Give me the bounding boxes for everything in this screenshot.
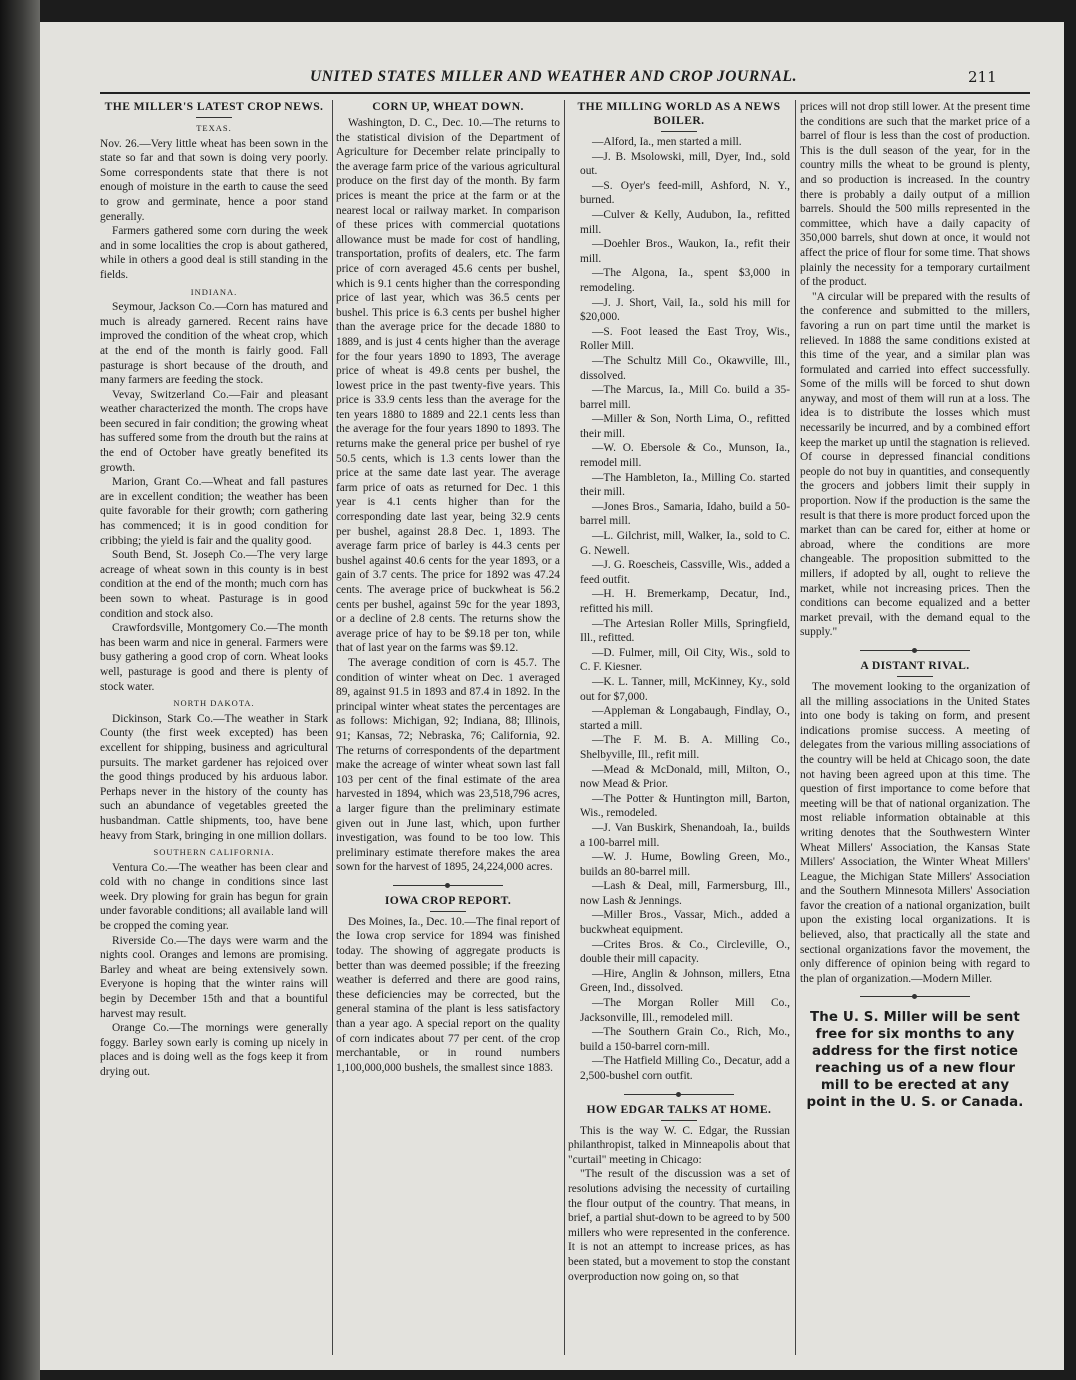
newspaper-page — [40, 22, 1064, 1370]
column-3 — [568, 100, 790, 1355]
list-item: —The Potter & Huntington mill, Barton, Wis., remodeled. — [580, 792, 790, 820]
list-item: —L. Gilchrist, mill, Walker, Ia., sold to C. G. Newell. — [580, 530, 790, 557]
section-separator — [393, 885, 503, 886]
paragraph: The movement looking to the organization of all the milling associations in the United States into one body is taking on form, and present indications promise success. A meeting of delegates from the various milling associations of the country will be held at Chicago soon, the date not having been agreed upon at this time. The question of first importance to come before that meeting will be that of national organization. The most reliable information obtainable at this writing denotes that the Southwestern Winter Wheat Millers' Association, the Kansas State Millers' Association, the Winter Wheat Millers' League, the Michigan State Millers' Association and the Southern Minnesota Millers' Association favor the creation of a national organization, built upon the existing local organizations. It is believed, also, that practically all the state and sectional organizations favor the movement, the only difference of opinion being with regard to the plan of organization.—Modern Miller. — [800, 680, 1030, 985]
paragraph: Ventura Co.—The weather has been clear and cold with no change in conditions since last week. Dry plowing for grain has begun for grain under favorable conditions; all available land will be cropped the coming year. — [100, 861, 328, 933]
paragraph: Des Moines, Ia., Dec. 10.—The final report of the Iowa crop service for 1894 was finished today. The showing of aggregate products is better than was deemed possible; if the freezing weather is deferred and there are good rains, these deficiencies may be corrected, but the general stamina of the plant is less satisfactory than a year ago. A special report on the quality of corn indicates about 77 per cent. of the crop merchantable, or in round numbers 1,100,000,000 bushels, the smallest since 1883. — [336, 915, 560, 1074]
list-item: —The F. M. B. A. Milling Co., Shelbyville, Ill., refit mill. — [580, 734, 790, 761]
paragraph: "The result of the discussion was a set of resolutions advising the necessity of curtailing the flour output of the country. That means, in brief, a partial shut-down to be agreed to by 500 millers who were represented in the conference. It is not an attempt to increase prices, as has been stated, but a movement to stop the constant overproduction now going on, so that — [568, 1168, 790, 1283]
section-separator — [860, 996, 970, 997]
paragraph: Crawfordsville, Montgomery Co.—The month has been warm and nice in general. Farmers were busy gathering a good crop of corn. Wheat looks well, pasturage is good and there is plenty of stock water. — [100, 622, 328, 693]
list-item: —Lash & Deal, mill, Farmersburg, Ill., now Lash & Jennings. — [580, 880, 790, 907]
short-rule — [661, 1120, 697, 1121]
section-separator — [624, 1094, 734, 1095]
paragraph: prices will not drop still lower. At the present time the conditions are such that the market price of a barrel of flour is less than the cost of production. This is the dull season of the year, for in the country mills the wheat to be ground is plenty, and so production is increased. In the country there is probably a daily output of a million barrels. Should the 500 mills represented in the committee, which have a daily capacity of 350,000 barrels, shut down at once, it would not affect the price of flour for some time. That shows plainly the necessity for a temporary curtailment of the product. — [800, 101, 1030, 289]
list-item: —Hire, Anglin & Johnson, millers, Etna Green, Ind., dissolved. — [580, 967, 790, 995]
headline-distant-rival: A DISTANT RIVAL. — [860, 658, 970, 672]
paragraph: Orange Co.—The mornings were generally foggy. Barley sown early is coming up nicely in places and is doing well as the fogs keep it from drying out. — [100, 1022, 328, 1078]
list-item: —W. J. Hume, Bowling Green, Mo., builds an 80-barrel mill. — [580, 851, 790, 878]
headline-edgar-talks: HOW EDGAR TALKS AT HOME. — [586, 1102, 772, 1116]
list-item: —Mead & McDonald, mill, Milton, O., now Mead & Prior. — [580, 763, 790, 791]
list-item: —Miller & Son, North Lima, O., refitted their mill. — [580, 413, 790, 440]
paragraph: South Bend, St. Joseph Co.—The very large acreage of wheat sown in this county is in best condition at the end of the month; much corn has been sown to wheat. Pasturage is in good condition and stock also. — [100, 549, 328, 620]
list-item: —J. B. Msolowski, mill, Dyer, Ind., sold out. — [580, 150, 790, 178]
paragraph: Nov. 26.—Very little wheat has been sown in the state so far and that sown is doing very poorly. Some correspondents state that there is not enough of moisture in the earth to cause the seed to grow and germinate, hence a poor stand generally. — [100, 137, 328, 223]
list-item: —J. G. Roescheis, Cassville, Wis., added a feed outfit. — [580, 559, 790, 586]
paragraph: The average condition of corn is 45.7. The condition of winter wheat on Dec. 1 averaged 89, against 91.5 in 1893 and 87.4 in 1892. In the principal winter wheat states the percentages are as follows: Michigan, 92; Indiana, 88; Illinois, 91; Kansas, 72; Nebraska, 76; California, 92. The returns of correspondents of the department make the acreage of winter wheat sown last fall 103 per cent of the final estimate of the area harvested in 1894, which was 23,518,796 acres, a larger figure than the preliminary estimate given out in June last, which, upon further investigation, was found to be too low. This preliminary estimate therefore makes the area sown for the harvest of 1895, 24,224,000 acres. — [336, 656, 560, 874]
headline-iowa-crop-report: IOWA CROP REPORT. — [384, 893, 512, 907]
paragraph: Vevay, Switzerland Co.—Fair and pleasant weather characterized the month. The crops have been secured in fair condition; the growing wheat has suffered some from the drouth but the rains at the end of October have greatly benefited its growth. — [100, 388, 328, 474]
column-1 — [100, 100, 328, 1355]
column-rule — [564, 100, 565, 1355]
list-item: —Miller Bros., Vassar, Mich., added a buckwheat equipment. — [580, 909, 790, 937]
list-item: —The Hatfield Milling Co., Decatur, add a 2,500-bushel corn outfit. — [580, 1055, 790, 1082]
list-item: —Appleman & Longabaugh, Findlay, O., started a mill. — [580, 705, 790, 732]
list-item: —Culver & Kelly, Audubon, Ia., refitted mill. — [580, 208, 790, 236]
subscription-promo: The U. S. Miller will be sent free for six months to any address for the first notice reaching us of a new flour mill to be erected at any point in the U. S. or Canada. — [806, 1010, 1024, 1111]
list-item: —The Schultz Mill Co., Okawville, Ill., dissolved. — [580, 354, 790, 382]
short-rule — [196, 117, 232, 118]
list-item: —D. Fulmer, mill, Oil City, Wis., sold to C. F. Kiesner. — [580, 646, 790, 674]
section-north-dakota: NORTH DAKOTA. — [173, 698, 255, 709]
headline-crop-news: THE MILLER'S LATEST CROP NEWS. — [104, 100, 324, 113]
list-item: —Crites Bros. & Co., Circleville, O., double their mill capacity. — [580, 938, 790, 966]
section-separator — [860, 650, 970, 651]
list-item: —The Southern Grain Co., Rich, Mo., build a 150-barrel corn-mill. — [580, 1026, 790, 1053]
list-item: —Jones Bros., Samaria, Idaho, build a 50-barrel mill. — [580, 500, 790, 528]
list-item: —Alford, Ia., men started a mill. — [592, 136, 742, 148]
paragraph: Seymour, Jackson Co.—Corn has matured and much is already garnered. Recent rains have improved the condition of the wheat crop, which at the end of the month is fairly good. Fall pasturage is short because of the drouth, and many farmers are feeding the stock. — [100, 301, 328, 387]
list-item: —S. Foot leased the East Troy, Wis., Roller Mill. — [580, 325, 790, 353]
journal-title: UNITED STATES MILLER AND WEATHER AND CROP JOURNAL. — [310, 68, 798, 85]
column-rule — [795, 100, 796, 1355]
page-header — [40, 68, 1064, 92]
section-indiana: INDIANA. — [190, 286, 238, 297]
list-item: —The Morgan Roller Mill Co., Jacksonville, Ill., remodeled mill. — [580, 997, 790, 1024]
list-item: —J. Van Buskirk, Shenandoah, Ia., builds a 100-barrel mill. — [580, 821, 790, 849]
headline-milling-world: THE MILLING WORLD AS A NEWS BOILER. — [577, 100, 781, 127]
column-4 — [800, 100, 1030, 1355]
section-southern-california: SOUTHERN CALIFORNIA. — [153, 847, 275, 858]
headline-corn-up-wheat-down: CORN UP, WHEAT DOWN. — [372, 100, 524, 113]
list-item: —S. Oyer's feed-mill, Ashford, N. Y., burned. — [580, 179, 790, 207]
paragraph: "A circular will be prepared with the results of the conference and submitted to the millers, favoring a run on part time until the market is relieved. In 1888 the same conditions existed at this time of the year, and a similar plan was formulated and carried into effect successfully. Some of the mills will be forced to shut down anyway, and most of them will run at a loss. The idea is to distribute the losses which must necessarily be incurred, and by a combined effort keep the market up until the stagnation is relieved. Of course in depressed financial conditions people do not buy in quantities, and consequently the grocers and jobbers limit their supply in proportion. Now if the production is the same the result is that there is more product forced upon the market than can be cared for, either at home or abroad, where the conditions are more changeable. The proposition submitted to the millers, if adopted by all, ought to relieve the market, while not increasing prices. Then the conditions can become equalized and a better market prevail, with the demand equal to the supply." — [800, 290, 1030, 639]
list-item: —W. O. Ebersole & Co., Munson, Ia., remodel mill. — [580, 442, 790, 470]
list-item: —The Marcus, Ia., Mill Co. build a 35-barrel mill. — [580, 384, 790, 411]
paragraph: This is the way W. C. Edgar, the Russian philanthropist, talked in Minneapolis about that "curtail" meeting in Chicago: — [568, 1124, 790, 1166]
short-rule — [897, 676, 933, 677]
list-item: —J. J. Short, Vail, Ia., sold his mill for $20,000. — [580, 296, 790, 324]
paragraph: Marion, Grant Co.—Wheat and fall pastures are in excellent condition; the weather has been quite favorable for their growth; corn gathering has commenced; it is in good condition for cribbing; the yield is fair and the quality good. — [100, 476, 328, 547]
list-item: —Doehler Bros., Waukon, Ia., refit their mill. — [580, 238, 790, 265]
short-rule — [661, 131, 697, 132]
page-number: 211 — [968, 68, 997, 86]
paragraph: Dickinson, Stark Co.—The weather in Stark County (the first week excepted) has been excellent for shipping, business and agricultural pursuits. The market gardener has rejoiced over the good things produced by his arduous labor. Perhaps never in the history of the county has such an abundance of vegetables greeted the husbandman. Cattle shipments, too, have bene heavy from Stark, bringing in one million dollars. — [100, 712, 328, 842]
list-item: —K. L. Tanner, mill, McKinney, Ky., sold out for $7,000. — [580, 675, 790, 703]
book-gutter — [0, 0, 40, 1380]
paragraph: Riverside Co.—The days were warm and the nights cool. Oranges and lemons are promising. Barley and wheat are being extensively sown. Everyone is hoping that the winter rains will begin by December 15th and that a bountiful harvest may result. — [100, 934, 328, 1020]
paragraph: Washington, D. C., Dec. 10.—The returns to the statistical division of the Department of Agriculture for December relate principally to the average farm price of the various agricultural produce on the first day of the month. By farm prices is meant the price at the farm or at the nearest local or railway market. In comparison of these prices with commercial quotations allowance must be made for cost of handling, transportation, profits of dealers, etc. The farm price of corn averaged 45.6 cents per bushel, which is 9.1 cents higher than the corresponding price of last year, which was 36.5 cents per bushel. This price is 6.3 cents per bushel higher than the average price for the decade 1880 to 1889, and is just 4 cents higher than the average for the four years 1890 to 1893, The average price of wheat is 49.8 cents per bushel, the lowest price in the past twenty-five years. This price is 33.9 cents less than the average for the ten years 1880 to 1889 and 22.1 cents less than the average for the four years 1890 to 1893. The returns make the general price per bushel of rye 50.5 cents, which is 1.3 cents lower than the price at the same date last year. The average farm price of oats as returned for Dec. 1 this year is 4.1 cents higher than for the corresponding date last year, being 32.9 cents per bushel, against 28.8 Dec. 1, 1893. The average farm price of barley is 44.3 cents per bushel against 40.6 cents for the year 1893, or a gain of 3.7 cents. The price for 1892 was 47.24 cents. The average price of buckwheat is 56.2 cents per bushel, against 59c for the year 1893, or a decline of 2.8 cents. The returns show the average price of hay to be $9.18 per ton, while that of last year on the farms was $9.12. — [336, 117, 560, 655]
paragraph: Farmers gathered some corn during the week and in some localities the crop is about gathered, while in others a good deal is still standing in the fields. — [100, 225, 328, 281]
column-rule — [332, 100, 333, 1355]
section-texas: TEXAS. — [196, 123, 232, 133]
header-rule — [100, 92, 1030, 94]
short-rule — [430, 911, 466, 912]
milling-news-list — [568, 135, 790, 1084]
column-2 — [336, 100, 560, 1355]
list-item: —H. H. Bremerkamp, Decatur, Ind., refitted his mill. — [580, 588, 790, 615]
list-item: —The Artesian Roller Mills, Springfield, Ill., refitted. — [580, 617, 790, 645]
list-item: —The Algona, Ia., spent $3,000 in remodeling. — [580, 267, 790, 294]
list-item: —The Hambleton, Ia., Milling Co. started their mill. — [580, 471, 790, 499]
